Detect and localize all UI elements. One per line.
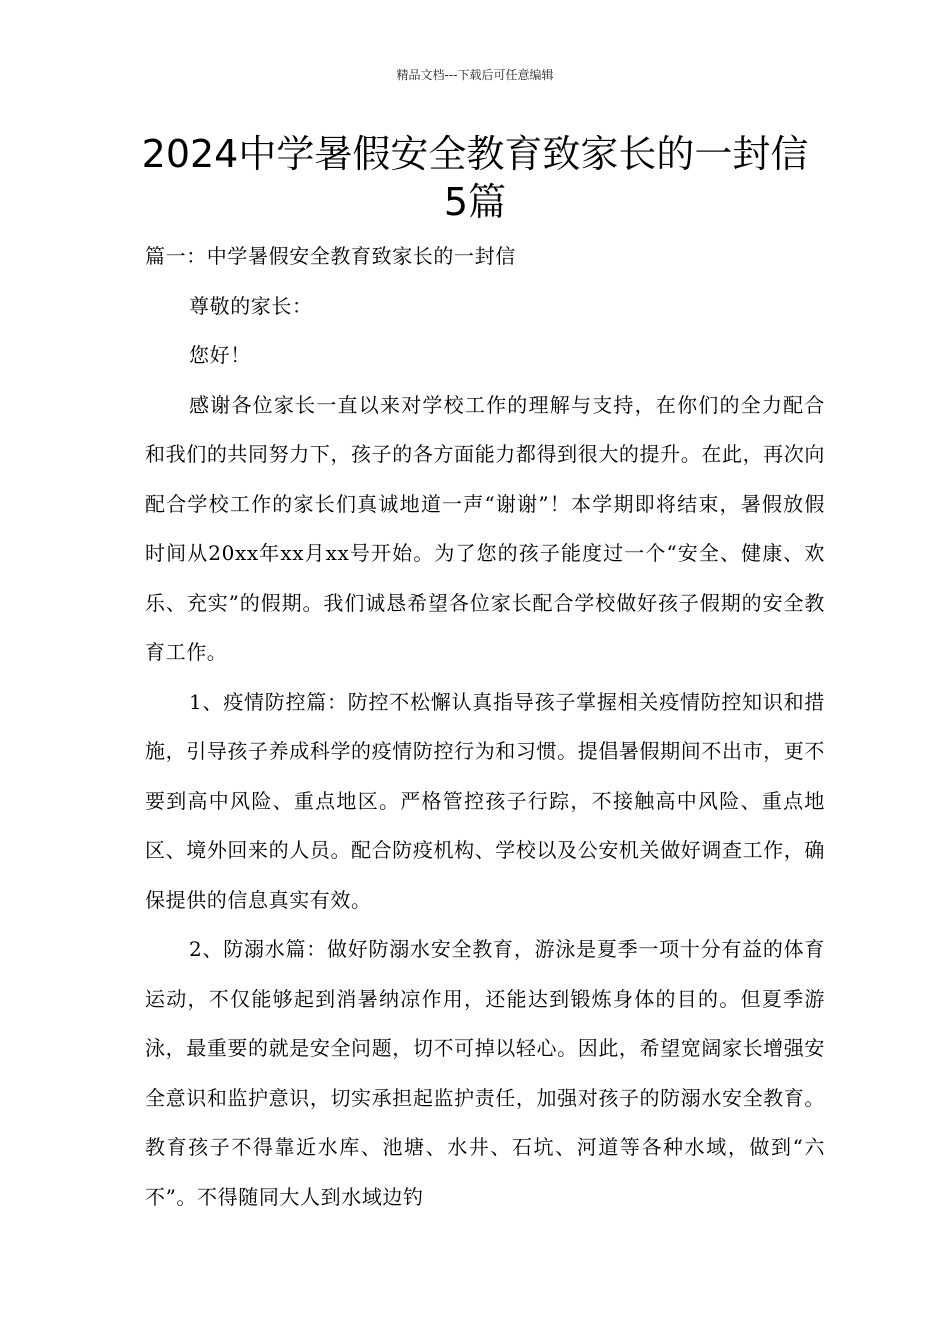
body-paragraph: 1、疫情防控篇：防控不松懈认真指导孩子掌握相关疫情防控知识和措施，引导孩子养成科学的疫情防控行为和习惯。提倡暑假期间不出市，更不要到高中风险、重点地区。严格管控孩子行踪，不接触高中风险、重点地区、境外回来的人员。配合防疫机构、学校以及公安机关做好调查工作，确保提供的信息真实有效。	[145, 689, 825, 912]
greeting: 您好！	[189, 343, 251, 367]
title-line-1: 2024中学暑假安全教育致家长的一封信	[141, 132, 809, 176]
body-paragraph: 感谢各位家长一直以来对学校工作的理解与支持，在你们的全力配合和我们的共同努力下，孩子的各方面能力都得到很大的提升。在此，再次向配合学校工作的家长们真诚地道一声“谢谢”！本学期即将结束，暑假放假时间从20xx年xx月xx号开始。为了您的孩子能度过一个“安全、健康、欢乐、充实”的假期。我们诚恳希望各位家长配合学校做好孩子假期的安全教育工作。	[145, 392, 825, 664]
document-body	[145, 232, 825, 1222]
page-header: 精品文档---下载后可任意编辑	[396, 68, 554, 82]
body-paragraph: 2、防溺水篇：做好防溺水安全教育，游泳是夏季一项十分有益的体育运动，不仅能够起到消暑纳凉作用，还能达到锻炼身体的目的。但夏季游泳，最重要的就是安全问题，切不可掉以轻心。因此，希望宽阔家长增强安全意识和监护意识，切实承担起监护责任，加强对孩子的防溺水安全教育。教育孩子不得靠近水库、池塘、水井、石坑、河道等各种水域，做到“六不”。不得随同大人到水域边钓	[145, 937, 825, 1209]
section-heading: 篇一：中学暑假安全教育致家长的一封信	[145, 244, 516, 268]
salutation: 尊敬的家长：	[189, 293, 313, 318]
document-title	[120, 130, 830, 226]
title-line-2: 5篇	[443, 180, 507, 224]
